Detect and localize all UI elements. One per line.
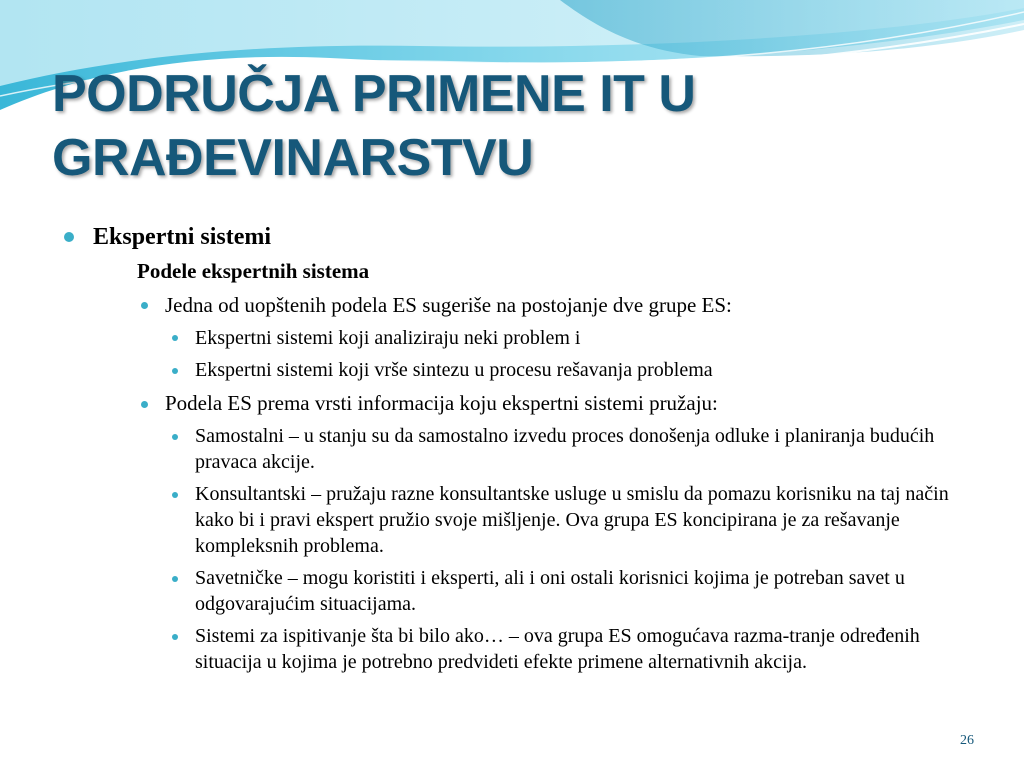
group2-item: Sistemi za ispitivanje šta bi bilo ako… – ova grupa ES omogućava razma-tranje određenih situacija u kojima je potrebno predvideti efekte primene alternativnih akcija. [195, 625, 920, 673]
main-bullet-text: Ekspertni sistemi [93, 224, 272, 250]
bullet-icon [172, 434, 178, 440]
bullet-icon [172, 492, 178, 498]
title-line-1: PODRUČJA PRIMENE IT U [52, 65, 696, 123]
group2-item: Samostalni – u stanju su da samostalno izvedu proces donošenja odluke i planiranja budućih pravaca akcije. [195, 425, 935, 473]
bullet-icon [172, 368, 178, 374]
bullet-icon [141, 401, 148, 408]
sub-heading: Podele ekspertnih sistema [137, 259, 370, 283]
bullet-icon [172, 335, 178, 341]
group2-text: Podela ES prema vrsti informacija koju ekspertni sistemi pružaju: [165, 391, 718, 415]
group1-text: Jedna od uopštenih podela ES sugeriše na postojanje dve grupe ES: [165, 293, 732, 317]
bullet-icon [141, 302, 148, 309]
bullet-icon [172, 576, 178, 582]
bullet-icon [172, 634, 178, 640]
title-line-2: GRAĐEVINARSTVU [52, 129, 534, 187]
group2-item: Savetničke – mogu koristiti i eksperti, ali i oni ostali korisnici kojima je potreban savet u odgovarajućim situacijama. [195, 567, 905, 615]
bullet-icon [64, 232, 74, 242]
group1-item: Ekspertni sistemi koji vrše sintezu u procesu rešavanja problema [195, 359, 713, 381]
group1-item: Ekspertni sistemi koji analiziraju neki problem i [195, 327, 581, 349]
group2-item: Konsultantski – pružaju razne konsultantske usluge u smislu da pomazu korisniku na taj način kako bi i pravi ekspert pružio svoje mišljenje. Ova grupa ES koncipirana je za rešavanje kompleksnih problema. [195, 483, 949, 557]
page-number: 26 [960, 733, 974, 748]
